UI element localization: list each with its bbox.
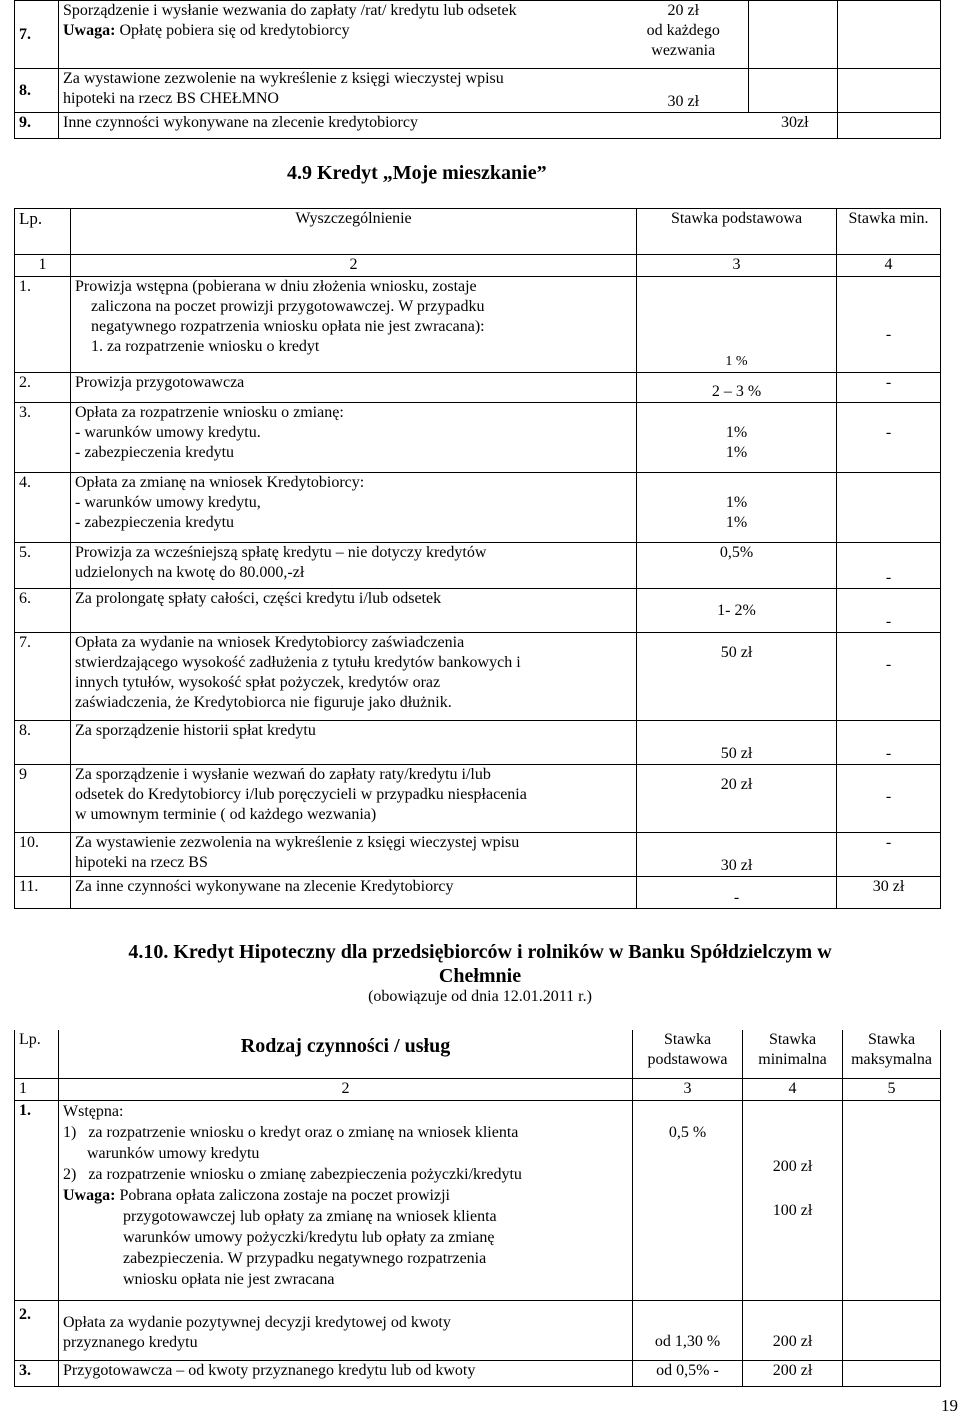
- rate-line: 1%: [725, 494, 748, 511]
- desc-line: Sporządzenie i wysłanie wezwania do zapłaty /rat/ kredytu lub odsetek: [63, 2, 517, 19]
- header-min-rate: [743, 1030, 843, 1078]
- basic-rate: 1 %: [637, 277, 837, 373]
- col-number: 2: [71, 255, 637, 277]
- row-number: 8.: [15, 721, 71, 765]
- header-lp: Lp.: [15, 209, 71, 255]
- row-number: 7.: [15, 1, 59, 69]
- title-line: Chełmnie: [438, 965, 522, 987]
- row-number: 9: [15, 765, 71, 833]
- row-description: [71, 633, 637, 721]
- row-number: 7.: [15, 633, 71, 721]
- desc-line: udzielonych na kwotę do 80.000,-zł: [75, 564, 305, 581]
- desc-line: odsetek do Kredytobiorcy i/lub poręczycieli w przypadku niespłacenia: [75, 786, 527, 803]
- row-description: [59, 113, 838, 139]
- header-line: minimalna: [758, 1051, 827, 1068]
- row-description: [71, 403, 637, 473]
- header-description: Wyszczególnienie: [71, 209, 637, 255]
- row-value: [619, 1, 749, 69]
- col-number: 4: [837, 255, 941, 277]
- header-line: podstawowa: [647, 1051, 728, 1068]
- desc-line: zaświadczenia, że Kredytobiorca nie figuruje jako dłużnik.: [75, 694, 452, 711]
- value-line: od każdego: [646, 22, 720, 39]
- uwaga-text: wniosku opłata nie jest zwracana: [123, 1270, 335, 1288]
- min-rate: -: [837, 589, 941, 633]
- min-rate: -: [837, 833, 941, 877]
- basic-rate: od 0,5% -: [633, 1360, 743, 1386]
- rate-line: 1%: [725, 514, 748, 531]
- desc-line: - zabezpieczenia kredytu: [75, 444, 235, 461]
- row-description: Za sporządzenie historii spłat kredytu: [71, 721, 637, 765]
- page-number: 19: [941, 1396, 958, 1415]
- desc-line: Za sporządzenie i wysłanie wezwań do zapłaty raty/kredytu i/lub: [75, 766, 491, 783]
- desc-line: warunków umowy kredytu: [63, 1144, 260, 1162]
- col-number: 1: [15, 255, 71, 277]
- uwaga-line: [63, 1185, 628, 1206]
- header-line: maksymalna: [851, 1051, 932, 1068]
- value-line: wezwania: [651, 42, 716, 59]
- row-description: [59, 1100, 633, 1300]
- row-description: [71, 765, 637, 833]
- header-line: Stawka: [867, 1031, 916, 1048]
- desc-line: 1) za rozpatrzenie wniosku o kredyt oraz o zmianę na wniosek klienta: [63, 1123, 519, 1141]
- row-description: [71, 473, 637, 543]
- desc-line: Uwaga: Opłatę pobiera się od kredytobiorcy: [63, 22, 350, 39]
- row-number: 6.: [15, 589, 71, 633]
- min-rate: -: [837, 543, 941, 589]
- value-line: 20 zł: [667, 2, 700, 19]
- desc-line: - warunków umowy kredytu.: [75, 424, 261, 441]
- row-description: [71, 833, 637, 877]
- basic-rate: 1- 2%: [637, 589, 837, 633]
- desc-line: Za wystawione zezwolenie na wykreślenie z księgi wieczystej wpisu: [63, 70, 504, 87]
- moje-mieszkanie-table: [14, 208, 941, 909]
- row-description: Prowizja przygotowawcza: [71, 373, 637, 403]
- row-number: 8.: [15, 69, 59, 113]
- empty-cell: [838, 113, 941, 139]
- empty-cell: [749, 69, 838, 113]
- desc-line: zaliczona na poczet prowizji przygotowawczej. W przypadku: [91, 298, 485, 315]
- header-line: Stawka: [663, 1031, 712, 1048]
- min-rate: -: [837, 403, 941, 473]
- basic-rate: od 1,30 %: [633, 1300, 743, 1360]
- desc-line: Opłata za wydanie na wniosek Kredytobiorcy zaświadczenia: [75, 634, 465, 651]
- header-basic-rate: Stawka podstawowa: [637, 209, 837, 255]
- rate-line: 200 zł: [772, 1157, 813, 1175]
- row-description: [59, 1, 619, 69]
- desc-line: Wstępna:: [63, 1102, 124, 1120]
- col-number: 1: [15, 1078, 59, 1100]
- max-rate: [843, 1360, 941, 1386]
- min-rate: -: [837, 721, 941, 765]
- min-rate: -: [837, 277, 941, 373]
- desc-line: Prowizja za wcześniejszą spłatę kredytu – nie dotyczy kredytów: [75, 544, 487, 561]
- top-fee-table: [14, 0, 941, 139]
- row-description: [59, 1300, 633, 1360]
- title-line: 4.10. Kredyt Hipoteczny dla przedsiębiorców i rolników w Banku Spółdzielczym w: [128, 941, 832, 963]
- min-rate: -: [837, 373, 941, 403]
- basic-rate: -: [637, 877, 837, 909]
- basic-rate: 50 zł: [637, 633, 837, 721]
- section-title: 4.9 Kredyt „Moje mieszkanie”: [287, 162, 547, 184]
- desc-text: Inne czynności wykonywane na zlecenie kredytobiorcy: [63, 114, 418, 131]
- row-number: 1.: [15, 1100, 59, 1300]
- header-lp: Lp.: [15, 1030, 59, 1078]
- row-number: 3.: [15, 1360, 59, 1386]
- hipoteczny-table: [14, 1030, 941, 1387]
- max-rate: [843, 1300, 941, 1360]
- col-number: 3: [633, 1078, 743, 1100]
- basic-rate: 30 zł: [637, 833, 837, 877]
- min-rate: 30 zł: [837, 877, 941, 909]
- basic-rate: 20 zł: [637, 765, 837, 833]
- desc-line: - warunków umowy kredytu,: [75, 494, 261, 511]
- col-number: 3: [637, 255, 837, 277]
- basic-rate: 2 – 3 %: [637, 373, 837, 403]
- rate-line: 100 zł: [772, 1201, 813, 1219]
- row-description: Za inne czynności wykonywane na zlecenie Kredytobiorcy: [71, 877, 637, 909]
- uwaga-label: Uwaga:: [63, 22, 116, 39]
- row-number: 2.: [15, 1300, 59, 1360]
- desc-line: Prowizja wstępna (pobierana w dniu złożenia wniosku, zostaje: [75, 278, 477, 295]
- min-rate: [837, 473, 941, 543]
- col-number: 4: [743, 1078, 843, 1100]
- empty-cell: [838, 69, 941, 113]
- row-number: 1.: [15, 277, 71, 373]
- header-description: Rodzaj czynności / usług: [59, 1030, 633, 1078]
- desc-line: Opłata za zmianę na wniosek Kredytobiorcy:: [75, 474, 365, 491]
- min-rate: 200 zł: [743, 1300, 843, 1360]
- empty-cell: [838, 1, 941, 69]
- basic-rate: 0,5%: [637, 543, 837, 589]
- max-rate: [843, 1100, 941, 1300]
- basic-rate: 0,5 %: [633, 1100, 743, 1300]
- desc-line: negatywnego rozpatrzenia wniosku opłata nie jest zwracana):: [91, 318, 485, 335]
- uwaga-text: zabezpieczenia. W przypadku negatywnego rozpatrzenia: [123, 1249, 487, 1267]
- row-number: 10.: [15, 833, 71, 877]
- desc-line: Opłata za rozpatrzenie wniosku o zmianę:: [75, 404, 344, 421]
- desc-line: przyznanego kredytu: [63, 1333, 198, 1351]
- row-description: [59, 69, 619, 113]
- desc-line: innych tytułów, wysokość spłat pożyczek, kredytów oraz: [75, 674, 441, 691]
- rate-line: 1%: [725, 444, 748, 461]
- min-rate: 200 zł: [743, 1360, 843, 1386]
- row-number: 3.: [15, 403, 71, 473]
- row-description: Przygotowawcza – od kwoty przyznanego kredytu lub od kwoty: [59, 1360, 633, 1386]
- min-rate: -: [837, 633, 941, 721]
- header-basic-rate: [633, 1030, 743, 1078]
- basic-rate: [637, 403, 837, 473]
- header-line: Stawka: [768, 1031, 817, 1048]
- row-value: 30zł: [781, 114, 809, 131]
- uwaga-text: Pobrana opłata zaliczona zostaje na poczet prowizji: [119, 1186, 450, 1204]
- header-min-rate: Stawka min.: [837, 209, 941, 255]
- basic-rate: [637, 473, 837, 543]
- empty-cell: [749, 1, 838, 69]
- col-number: 5: [843, 1078, 941, 1100]
- desc-line: 1. za rozpatrzenie wniosku o kredyt: [91, 338, 320, 355]
- row-value: 30 zł: [619, 69, 749, 113]
- uwaga-text: przygotowawczej lub opłaty za zmianę na wniosek klienta: [123, 1207, 497, 1225]
- basic-rate: 50 zł: [637, 721, 837, 765]
- row-number: 4.: [15, 473, 71, 543]
- row-description: [71, 543, 637, 589]
- desc-line: - zabezpieczenia kredytu: [75, 514, 235, 531]
- row-description: [71, 277, 637, 373]
- desc-line: 2) za rozpatrzenie wniosku o zmianę zabezpieczenia pożyczki/kredytu: [63, 1165, 522, 1183]
- desc-line: stwierdzającego wysokość zadłużenia z tytułu kredytów bankowych i: [75, 654, 521, 671]
- col-number: 2: [59, 1078, 633, 1100]
- row-description: Za prolongatę spłaty całości, części kredytu i/lub odsetek: [71, 589, 637, 633]
- header-max-rate: [843, 1030, 941, 1078]
- section-title: [40, 940, 920, 988]
- min-rate: -: [837, 765, 941, 833]
- row-number: 2.: [15, 373, 71, 403]
- row-number: 11.: [15, 877, 71, 909]
- desc-line: hipoteki na rzecz BS CHEŁMNO: [63, 90, 279, 107]
- row-number: 5.: [15, 543, 71, 589]
- row-number: 9.: [15, 113, 59, 139]
- min-rate: [743, 1100, 843, 1300]
- desc-line: Opłata za wydanie pozytywnej decyzji kredytowej od kwoty: [63, 1313, 451, 1331]
- desc-line: w umownym terminie ( od każdego wezwania): [75, 806, 377, 823]
- desc-line: Za wystawienie zezwolenia na wykreślenie z księgi wieczystej wpisu: [75, 834, 520, 851]
- rate-line: 1%: [725, 424, 748, 441]
- section-subtitle: (obowiązuje od dnia 12.01.2011 r.): [368, 988, 592, 1005]
- desc-line: hipoteki na rzecz BS: [75, 854, 208, 871]
- uwaga-label: Uwaga:: [63, 1186, 116, 1204]
- uwaga-text: warunków umowy pożyczki/kredytu lub opłaty za zmianę: [123, 1228, 495, 1246]
